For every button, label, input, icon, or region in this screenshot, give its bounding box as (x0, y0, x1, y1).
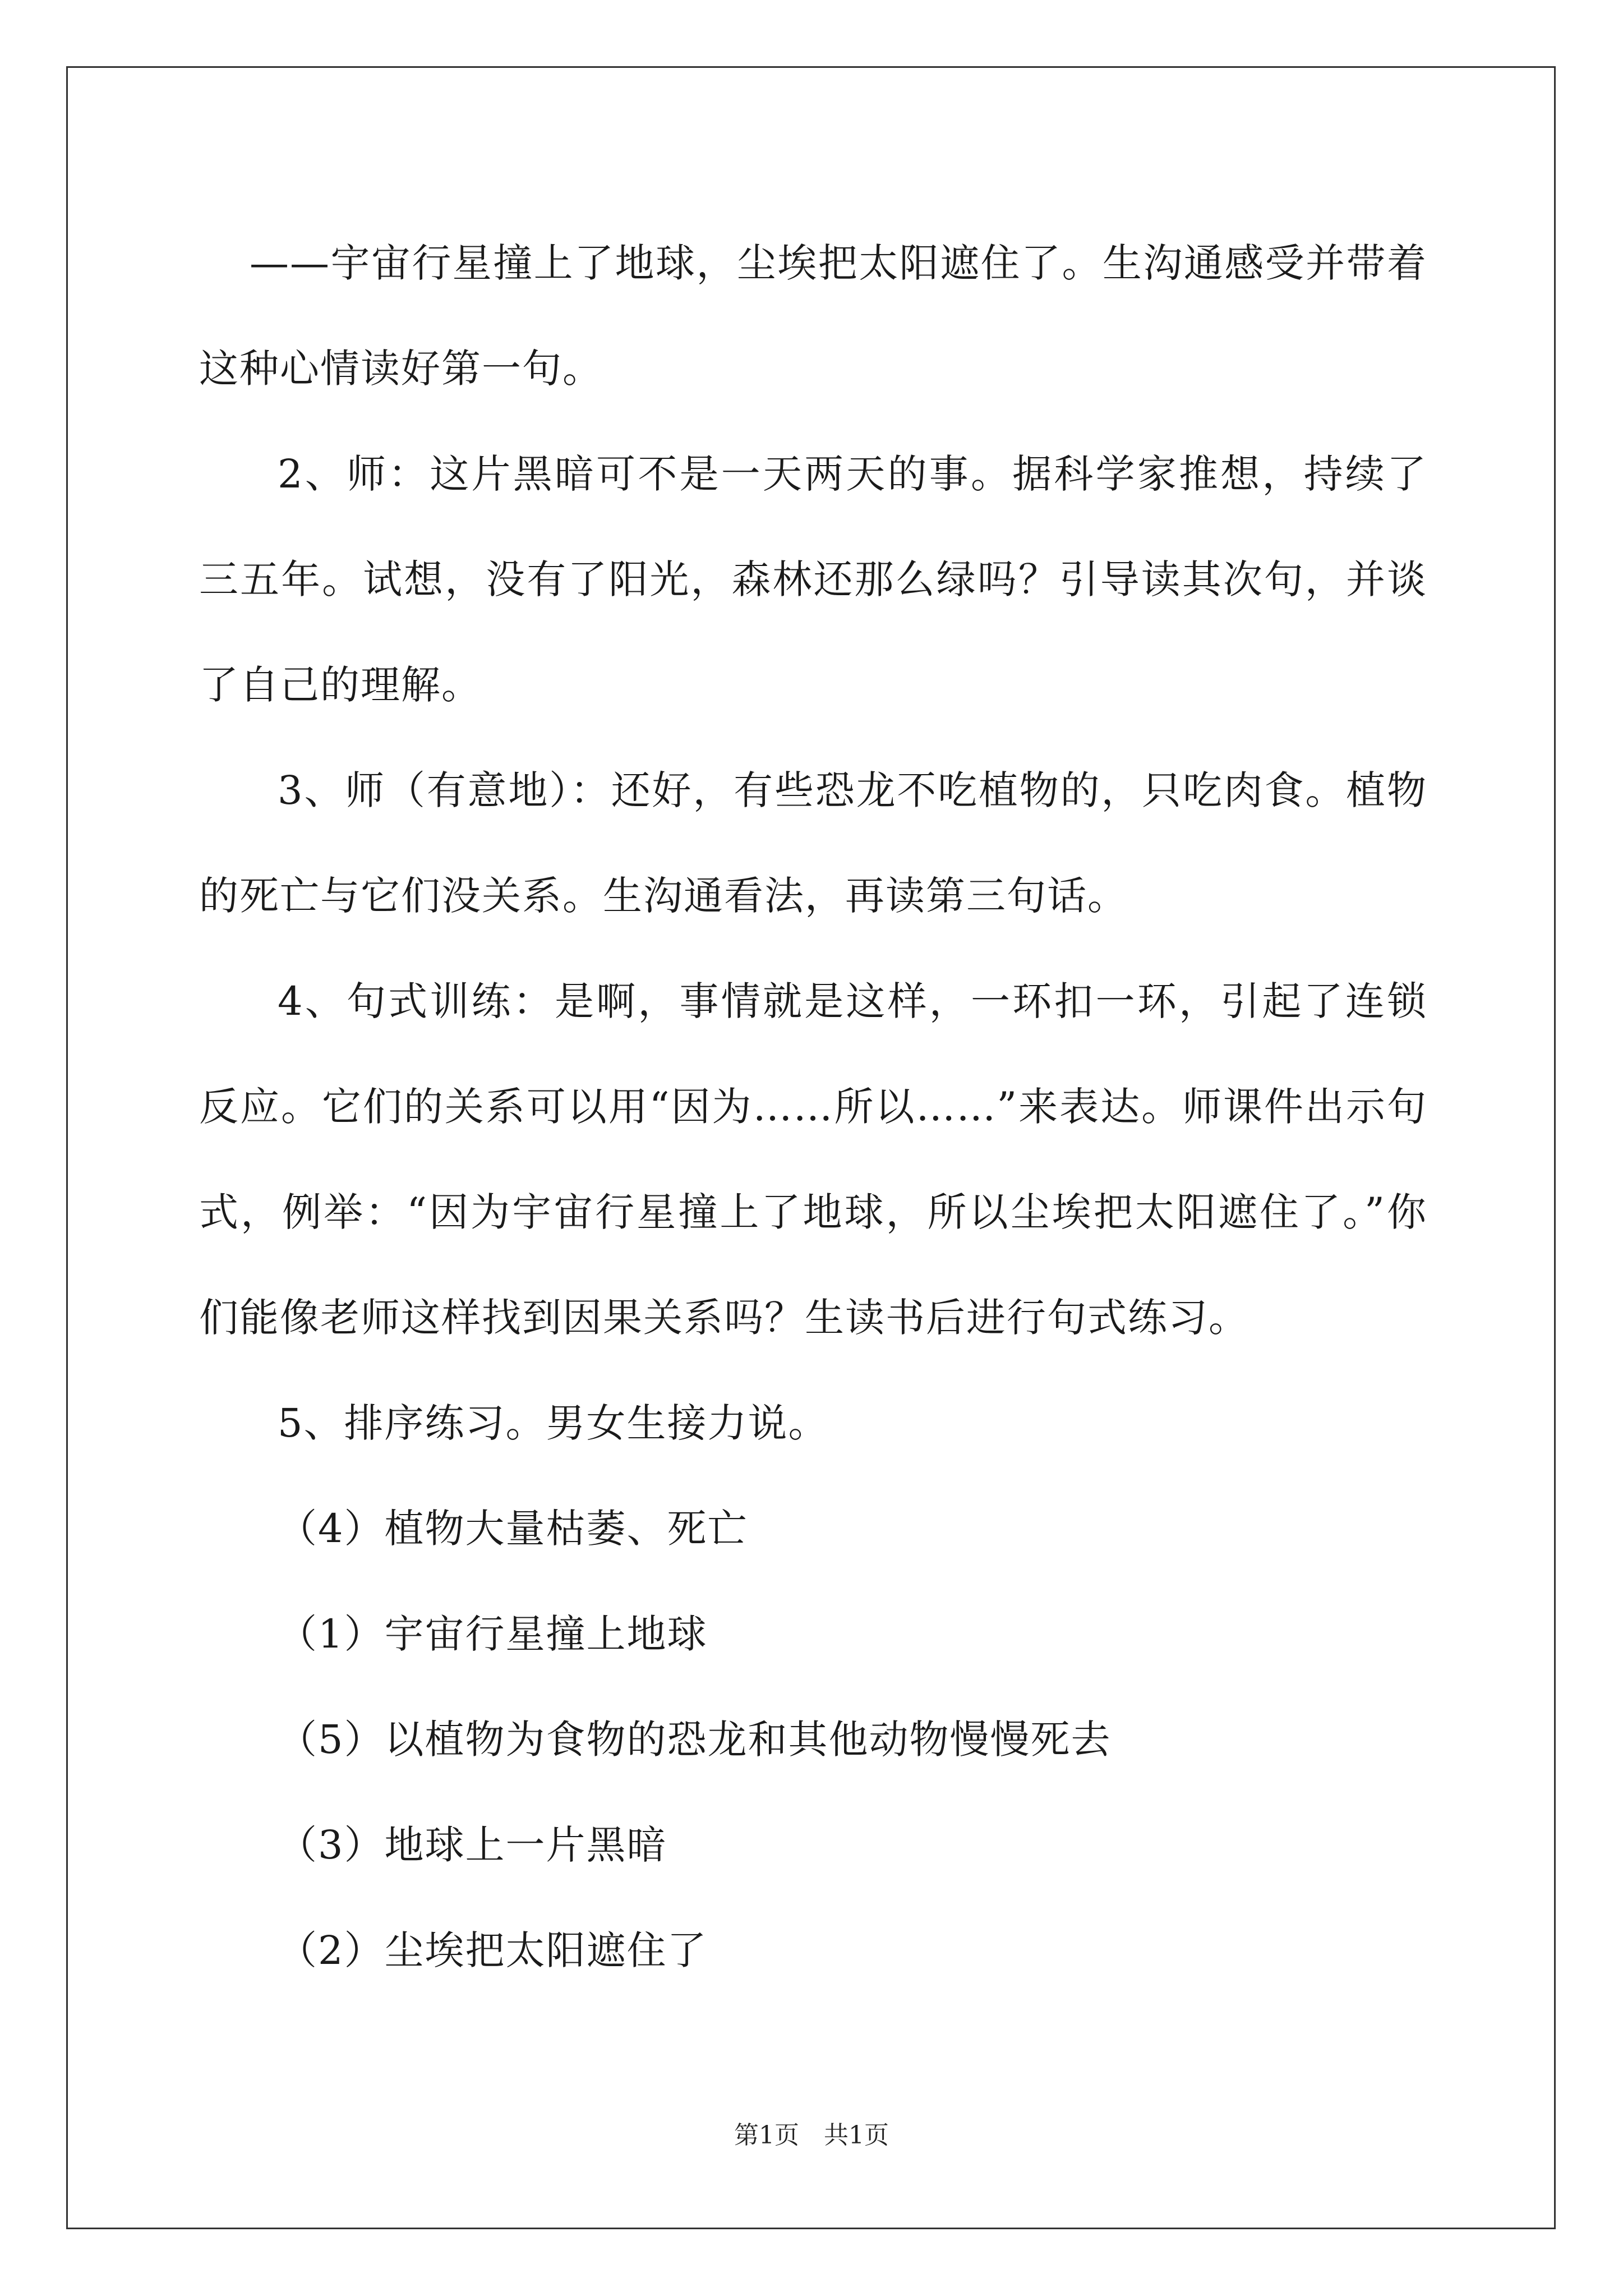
document-body (199, 210, 1427, 2003)
list-item: （2）尘埃把太阳遮住了 (278, 1927, 708, 1973)
list-item: （4）植物大量枯萎、死亡 (278, 1506, 748, 1552)
paragraph-5: 5、排序练习。男女生接力说。 (278, 1400, 829, 1446)
list-item: （1）宇宙行星撞上地球 (278, 1611, 708, 1657)
paragraph-4: 4、句式训练：是啊，事情就是这样，一环扣一环，引起了连锁反应。它们的关系可以用“因为……所以……”来表达。师课件出示句式，例举：“因为宇宙行星撞上了地球，所以尘埃把太阳遮住了。”你们能像老师这样找到因果关系吗？生读书后进行句式练习。 (199, 978, 1427, 1341)
list-item: （5）以植物为食物的恐龙和其他动物慢慢死去 (278, 1717, 1112, 1763)
paragraph-2: 2、师：这片黑暗可不是一天两天的事。据科学家推想，持续了三五年。试想，没有了阳光，森林还那么绿吗？引导读其次句，并谈了自己的理解。 (199, 451, 1427, 708)
paragraph-3: 3、师（有意地）：还好，有些恐龙不吃植物的，只吃肉食。植物的死亡与它们没关系。生沟通看法，再读第三句话。 (199, 767, 1427, 919)
list-item: （3）地球上一片黑暗 (278, 1822, 667, 1868)
page-footer: 第1页 共1页 (734, 2121, 889, 2150)
paragraph-1: ——宇宙行星撞上了地球，尘埃把太阳遮住了。生沟通感受并带着这种心情读好第一句。 (199, 240, 1427, 392)
